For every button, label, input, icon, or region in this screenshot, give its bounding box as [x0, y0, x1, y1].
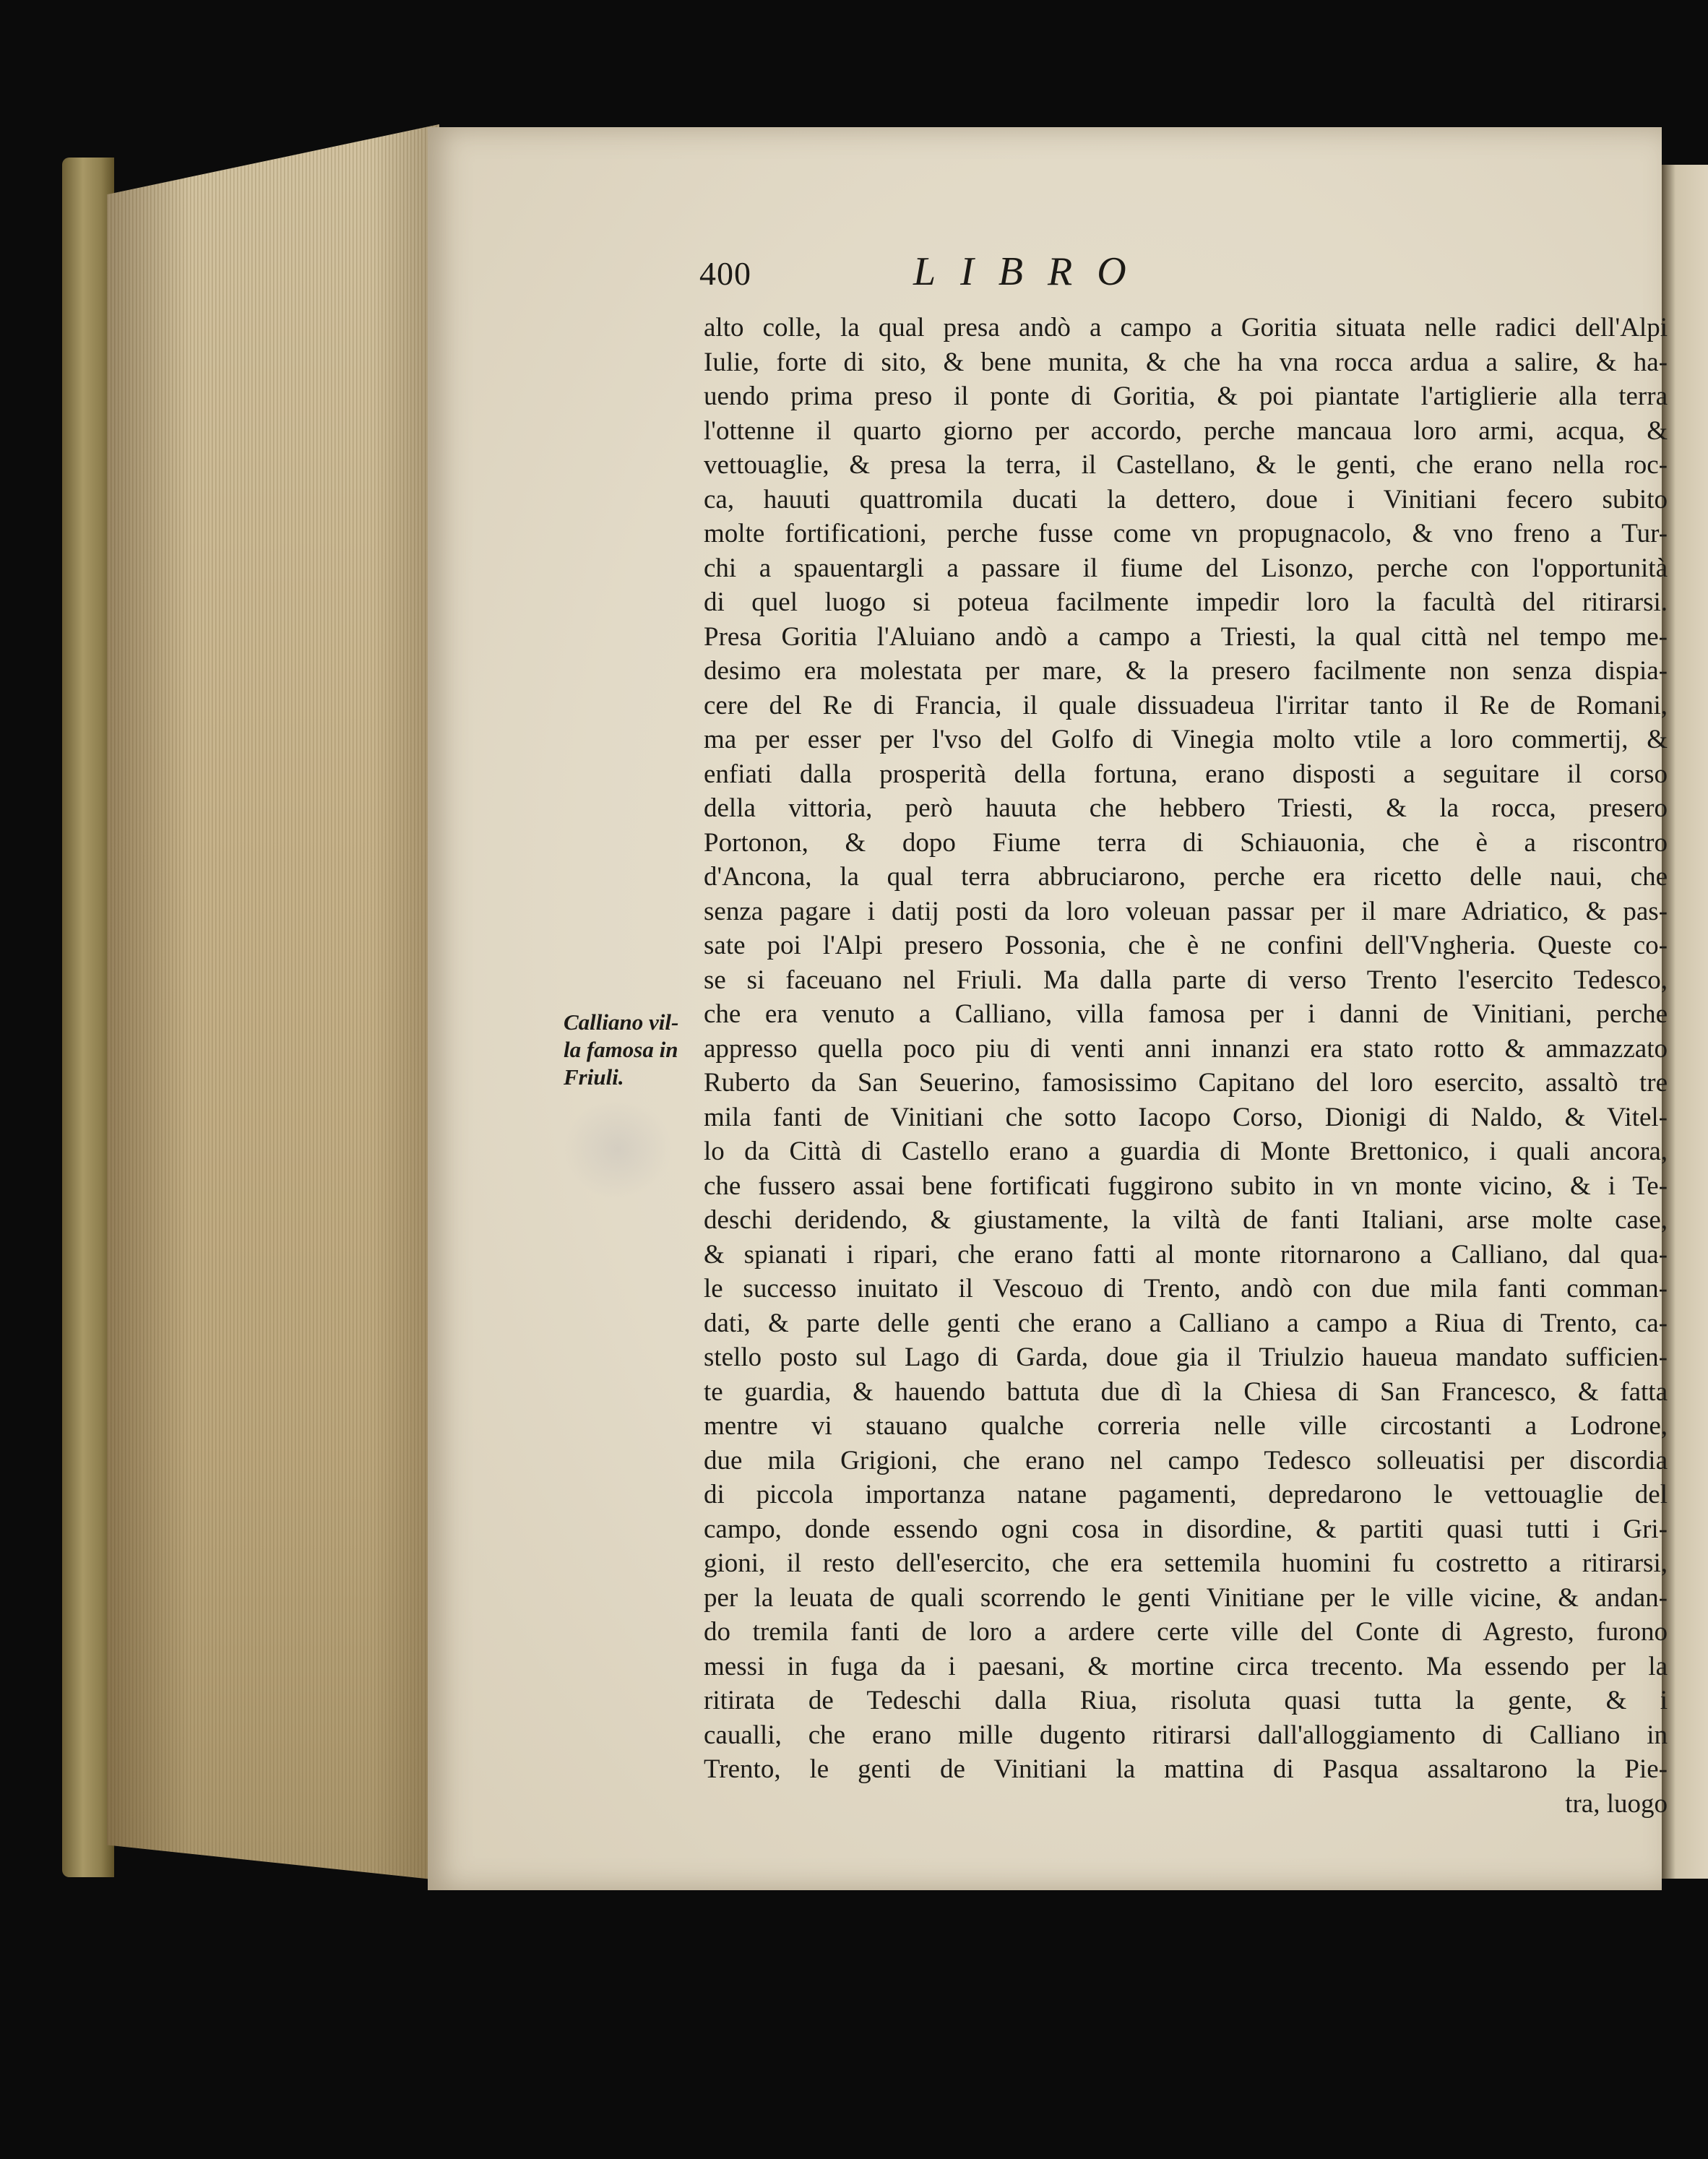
- text-line: senza pagare i datij posti da loro voleuan passar per il mare Adriatico, & pas-: [704, 896, 1668, 926]
- text-line: caualli, che erano mille dugento ritirarsi dall'alloggiamento di Calliano in: [704, 1720, 1668, 1750]
- running-head: LIBRO: [913, 249, 1151, 294]
- text-line: Presa Goritia l'Aluiano andò a campo a Triesti, la qual città nel tempo me-: [704, 621, 1668, 652]
- text-line: Iulie, forte di sito, & bene munita, & che ha vna rocca ardua a salire, & ha-: [704, 347, 1668, 377]
- marginal-note-line: Calliano vil-: [564, 1009, 679, 1035]
- text-line: molte fortificationi, perche fusse come vn propugnacolo, & vno freno a Tur-: [704, 519, 1668, 548]
- text-line: che era venuto a Calliano, villa famosa per i danni de Vinitiani, perche: [704, 999, 1668, 1029]
- text-line: se si faceuano nel Friuli. Ma dalla parte di verso Trento l'esercito Tedesco,: [704, 965, 1668, 995]
- text-line: chi a spauentargli a passare il fiume del Lisonzo, perche con l'opportunità: [704, 553, 1668, 583]
- text-line: lo da Città di Castello erano a guardia di Monte Brettonico, i quali ancora,: [704, 1137, 1668, 1166]
- text-line: mila fanti de Vinitiani che sotto Iacopo Corso, Dionigi di Naldo, & Vitel-: [704, 1102, 1668, 1132]
- text-line: tra, luogo: [1565, 1788, 1668, 1819]
- text-line: do tremila fanti de loro a ardere certe ville del Conte di Agresto, furono: [704, 1617, 1668, 1647]
- text-line: gioni, il resto dell'esercito, che era settemila huomini fu costretto a ritirarsi,: [704, 1548, 1668, 1578]
- text-line: alto colle, la qual presa andò a campo a Goritia situata nelle radici dell'Alpi: [704, 313, 1668, 342]
- text-line: Trento, le genti de Vinitiani la mattina di Pasqua assaltarono la Pie-: [704, 1754, 1668, 1784]
- text-line: l'ottenne il quarto giorno per accordo, perche mancaua loro armi, acqua, &: [704, 415, 1668, 446]
- text-line: & spianati i ripari, che erano fatti al monte ritornarono a Calliano, dal qua-: [704, 1239, 1668, 1270]
- ink-bleed-through: [564, 1098, 672, 1199]
- text-line: due mila Grigioni, che erano nel campo Tedesco solleuatisi per discordia: [704, 1445, 1668, 1475]
- text-line: campo, donde essendo ogni cosa in disordine, & partiti quasi tutti i Gri-: [704, 1514, 1668, 1544]
- text-line: che fussero assai bene fortificati fuggirono subito in vn monte vicino, & i Te-: [704, 1171, 1668, 1201]
- text-line: Portonon, & dopo Fiume terra di Schiauonia, che è a riscontro: [704, 827, 1668, 858]
- text-line: enfiati dalla prosperità della fortuna, erano disposti a seguitare il corso: [704, 759, 1668, 789]
- text-line: stello posto sul Lago di Garda, doue gia il Triulzio haueua mandato sufficien-: [704, 1343, 1668, 1372]
- vellum-cover: [62, 158, 114, 1877]
- marginal-note: [564, 1009, 708, 1091]
- page-header: [699, 249, 1422, 314]
- text-line: vettouaglie, & presa la terra, il Castellano, & le genti, che erano nella roc-: [704, 450, 1668, 480]
- text-line: d'Ancona, la qual terra abbruciarono, perche era ricetto delle naui, che: [704, 862, 1668, 892]
- text-line: desimo era molestata per mare, & la presero facilmente non senza dispia-: [704, 656, 1668, 686]
- text-line: sate poi l'Alpi presero Possonia, che è ne confini dell'Vngheria. Queste co-: [704, 931, 1668, 960]
- text-line: appresso quella poco piu di venti anni innanzi era stato rotto & ammazzato: [704, 1033, 1668, 1064]
- page-number: 400: [699, 255, 751, 292]
- text-line: messi in fuga da i paesani, & mortine circa trecento. Ma essendo per la: [704, 1651, 1668, 1681]
- facing-leaf: [1662, 165, 1708, 1879]
- text-line: uendo prima preso il ponte di Goritia, & poi piantate l'artiglierie alla terra: [704, 382, 1668, 411]
- text-line: per la leuata de quali scorrendo le genti Vinitiane per le ville vicine, & andan-: [704, 1582, 1668, 1613]
- text-line: della vittoria, però hauuta che hebbero Triesti, & la rocca, presero: [704, 793, 1668, 823]
- text-line: le successo inuitato il Vescouo di Trento, andò con due mila fanti comman-: [704, 1274, 1668, 1303]
- text-line: dati, & parte delle genti che erano a Calliano a campo a Riua di Trento, ca-: [704, 1308, 1668, 1338]
- body-text: [704, 311, 1668, 1821]
- text-line: ca, hauuti quattromila ducati la dettero, doue i Vinitiani fecero subito: [704, 484, 1668, 514]
- text-line: mentre vi stauano qualche correria nelle ville circostanti a Lodrone,: [704, 1411, 1668, 1441]
- text-line: di quel luogo si poteua facilmente impedir loro la facultà del ritirarsi.: [704, 587, 1668, 617]
- text-line: te guardia, & hauendo battuta due dì la Chiesa di San Francesco, & fatta: [704, 1376, 1668, 1407]
- text-line: cere del Re di Francia, il quale dissuadeua l'irritar tanto il Re de Romani,: [704, 690, 1668, 720]
- text-line: ma per esser per l'vso del Golfo di Vinegia molto vtile a loro commertij, &: [704, 725, 1668, 754]
- text-line: deschi deridendo, & giustamente, la viltà de fanti Italiani, arse molte case,: [704, 1205, 1668, 1235]
- text-line: ritirata de Tedeschi dalla Riua, risoluta quasi tutta la gente, & i: [704, 1686, 1668, 1715]
- text-line: Ruberto da San Seuerino, famosissimo Capitano del loro esercito, assaltò tre: [704, 1068, 1668, 1098]
- marginal-note-line: Friuli.: [564, 1064, 624, 1090]
- text-line: di piccola importanza natane pagamenti, depredarono le vettouaglie del: [704, 1480, 1668, 1509]
- marginal-note-line: la famosa in: [564, 1037, 678, 1062]
